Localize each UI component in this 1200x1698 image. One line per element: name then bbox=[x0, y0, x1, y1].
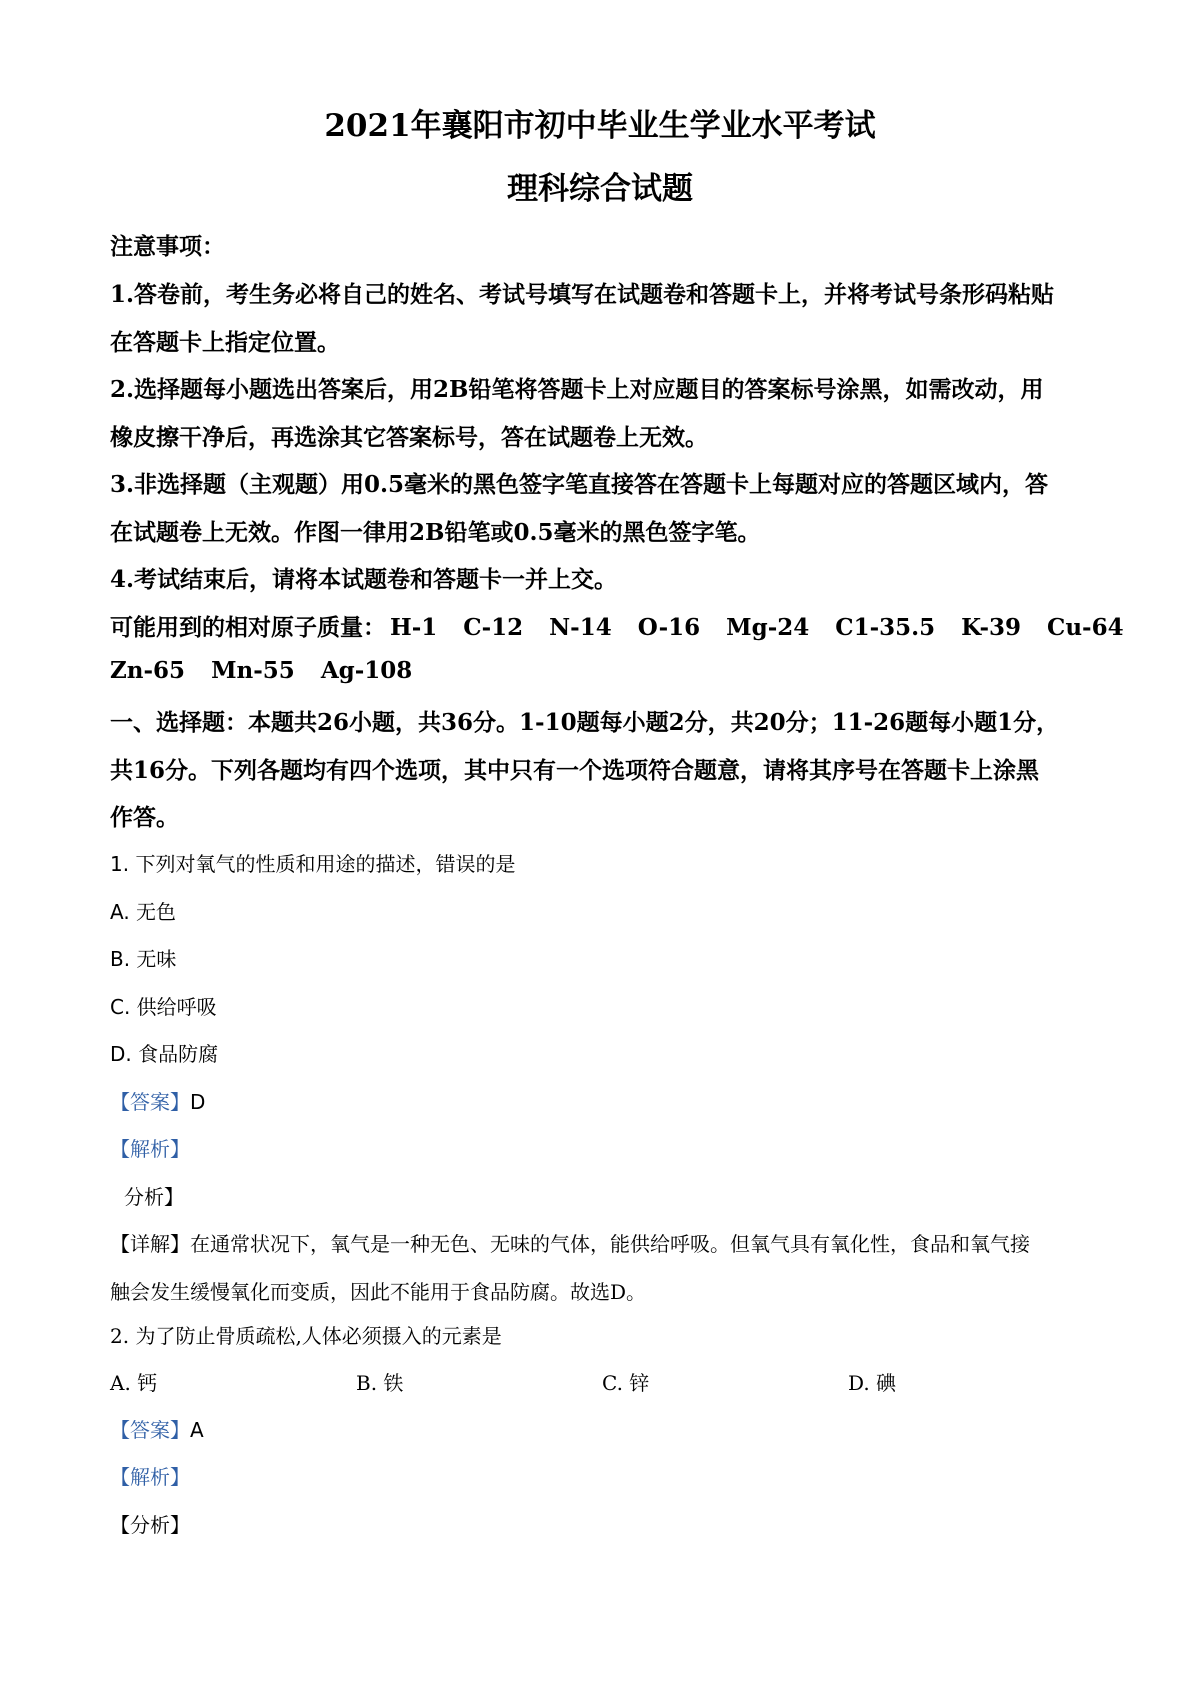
notice-item-1-line-1: 1.答卷前，考生务必将自己的姓名、考试号填写在试题卷和答题卡上，并将考试号条形码粘贴 bbox=[110, 281, 1055, 308]
q1-option-a: A. 无色 bbox=[110, 900, 177, 924]
atomic-mass-item: C-12 bbox=[463, 614, 524, 641]
q1-detail-line-2: 触会发生缓慢氧化而变质，因此不能用于食品防腐。故选D。 bbox=[110, 1280, 647, 1304]
atomic-mass-row-2 bbox=[110, 657, 412, 684]
atomic-mass-item: Cu-64 bbox=[1047, 614, 1124, 641]
answer-value: A bbox=[190, 1418, 204, 1442]
section-1-line-2: 共16分。下列各题均有四个选项，其中只有一个选项符合题意，请将其序号在答题卡上涂黑 bbox=[110, 757, 1040, 784]
answer-tag: 【答案】 bbox=[110, 1090, 190, 1114]
q2-option-c: C. 锌 bbox=[602, 1371, 650, 1395]
answer-tag: 【答案】 bbox=[110, 1418, 190, 1442]
notice-item-1-line-2: 在答题卡上指定位置。 bbox=[110, 329, 340, 356]
q1-option-b: B. 无味 bbox=[110, 947, 177, 971]
q1-fenxi: 分析】 bbox=[124, 1185, 184, 1209]
q2-analysis-tag: 【解析】 bbox=[110, 1465, 190, 1489]
notice-item-4: 4.考试结束后，请将本试题卷和答题卡一并上交。 bbox=[110, 566, 618, 593]
atomic-mass-item: Zn-65 bbox=[110, 657, 186, 684]
q1-stem: 1. 下列对氧气的性质和用途的描述，错误的是 bbox=[110, 852, 516, 876]
answer-value: D bbox=[190, 1090, 206, 1114]
q1-option-d: D. 食品防腐 bbox=[110, 1042, 219, 1066]
q1-analysis-tag: 【解析】 bbox=[110, 1137, 190, 1161]
q1-detail-line-1 bbox=[110, 1228, 1030, 1257]
atomic-mass-item: Ag-108 bbox=[320, 657, 413, 684]
exam-subtitle: 理科综合试题 bbox=[507, 171, 693, 207]
q1-option-c: C. 供给呼吸 bbox=[110, 995, 217, 1019]
atomic-mass-row-1 bbox=[110, 609, 1124, 642]
atomic-mass-item: H-1 bbox=[390, 614, 438, 641]
q2-fenxi: 【分析】 bbox=[110, 1513, 190, 1537]
section-1-line-1: 一、选择题：本题共26小题，共36分。1-10题每小题2分，共20分；11-26题每小题1分， bbox=[110, 709, 1060, 736]
q2-option-a: A. 钙 bbox=[110, 1371, 158, 1395]
q2-answer bbox=[110, 1414, 204, 1443]
atomic-mass-item: K-39 bbox=[961, 614, 1022, 641]
q1-answer bbox=[110, 1086, 205, 1115]
notice-item-2-line-1: 2.选择题每小题选出答案后，用2B铅笔将答题卡上对应题目的答案标号涂黑，如需改动，用 bbox=[110, 376, 1044, 403]
q2-option-b: B. 铁 bbox=[356, 1371, 404, 1395]
atomic-mass-item: N-14 bbox=[549, 614, 612, 641]
atomic-mass-item: Mg-24 bbox=[726, 614, 810, 641]
notice-item-3-line-1: 3.非选择题（主观题）用0.5毫米的黑色签字笔直接答在答题卡上每题对应的答题区域内，答 bbox=[110, 471, 1049, 498]
q2-stem: 2. 为了防止骨质疏松,人体必须摄入的元素是 bbox=[110, 1324, 502, 1348]
notice-heading: 注意事项： bbox=[110, 233, 225, 260]
atomic-mass-label: 可能用到的相对原子质量： bbox=[110, 614, 386, 641]
section-1-line-3: 作答。 bbox=[110, 804, 179, 831]
exam-title: 2021年襄阳市初中毕业生学业水平考试 bbox=[324, 108, 876, 144]
detail-tag: 【详解】 bbox=[110, 1232, 190, 1256]
detail-text: 在通常状况下，氧气是一种无色、无味的气体，能供给呼吸。但氧气具有氧化性，食品和氧气接 bbox=[190, 1232, 1030, 1256]
notice-item-3-line-2: 在试题卷上无效。作图一律用2B铅笔或0.5毫米的黑色签字笔。 bbox=[110, 519, 761, 546]
atomic-mass-item: O-16 bbox=[637, 614, 701, 641]
notice-item-2-line-2: 橡皮擦干净后，再选涂其它答案标号，答在试题卷上无效。 bbox=[110, 424, 708, 451]
q2-option-d: D. 碘 bbox=[848, 1371, 897, 1395]
atomic-mass-item: Mn-55 bbox=[211, 657, 295, 684]
atomic-mass-item: C1-35.5 bbox=[835, 614, 936, 641]
